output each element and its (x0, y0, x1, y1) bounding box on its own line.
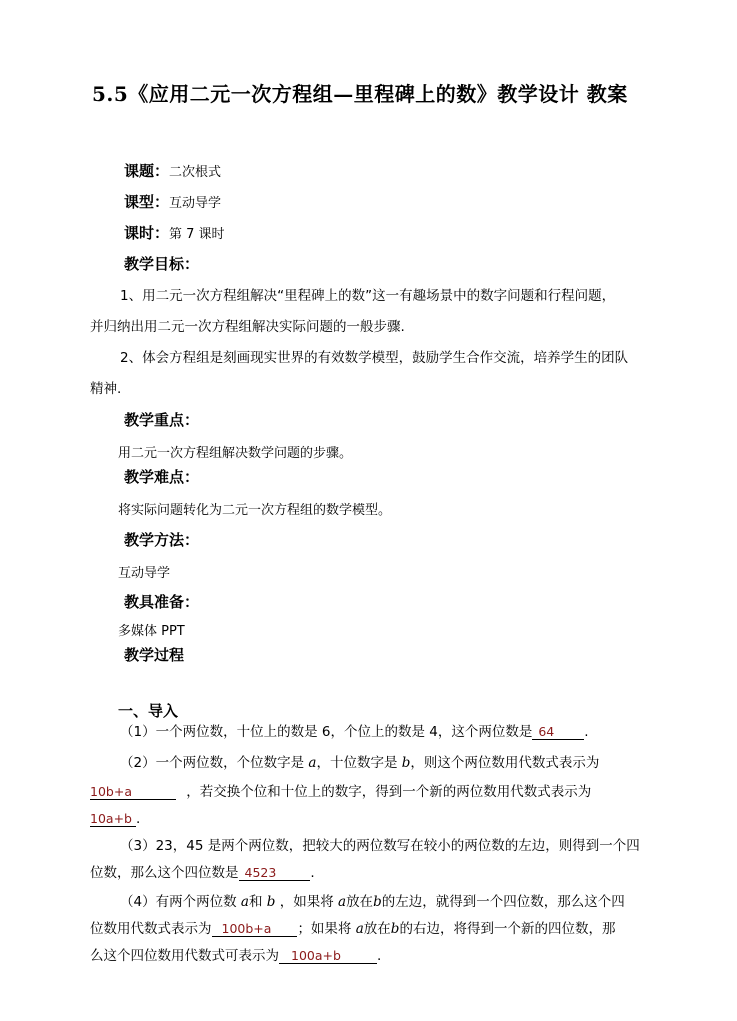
goal-2-line-2: 精神. (90, 381, 122, 397)
question-4-answer-2: 100a+b (279, 948, 377, 964)
type-row (124, 191, 221, 212)
period-row (124, 222, 225, 243)
topic-value: 二次根式 (169, 165, 222, 180)
period-label: 课时： (124, 224, 170, 242)
question-1-text: （1）一个两位数，十位上的数是 6，个位上的数是 4，这个两位数是 (120, 724, 533, 740)
question-2-var-a: a (308, 755, 317, 771)
question-3-line-1: （3）23，45 是两个两位数，把较大的两位数写在较小的两位数的左边，则得到一个四 (120, 838, 640, 854)
question-2-line-2-text: ，若交换个位和十位上的数字，得到一个新的两位数用代数式表示为 (186, 784, 592, 800)
question-4-var-a: a (240, 894, 249, 910)
question-4-line-3 (90, 940, 381, 972)
goal-1-line-1: 1、用二元一次方程组解决“里程碑上的数”这一有趣场景中的数字问题和行程问题， (120, 288, 616, 304)
topic-row (124, 160, 221, 181)
question-2-answer-1: 10b+a (90, 784, 176, 800)
type-value: 互动导学 (169, 196, 222, 211)
question-4-put: 放在 (346, 894, 374, 910)
question-4-line-3-pre: 么这个四位数用代数式可表示为 (90, 948, 279, 964)
document-title: 5.5《应用二元一次方程组—里程碑上的数》教学设计 教案 (92, 82, 628, 106)
process-heading: 教学过程 (124, 646, 185, 664)
question-4-post: ，如果将 (279, 894, 334, 910)
question-4-put-2: 放在 (363, 921, 391, 937)
tools-heading: 教具准备： (124, 593, 200, 611)
question-2-end: . (135, 811, 141, 827)
type-label: 课型： (124, 193, 170, 211)
question-2-pre: （2）一个两位数，个位数字是 (120, 755, 305, 771)
topic-label: 课题： (124, 162, 170, 180)
question-2-post: ，则这个两位数用代数式表示为 (410, 755, 600, 771)
period-value: 第 7 课时 (169, 227, 225, 242)
question-3-answer: 4523 (239, 865, 311, 881)
key-heading: 教学重点： (124, 411, 200, 429)
question-4-var-b-2: b (373, 894, 382, 910)
question-4-and: 和 (248, 894, 263, 910)
question-2-var-b: b (401, 755, 411, 771)
method-text: 互动导学 (118, 566, 171, 581)
goal-2-line-1: 2、体会方程组是刻画现实世界的有效数学模型，鼓励学生合作交流，培养学生的团队 (120, 350, 629, 366)
question-2-line-1 (120, 747, 599, 779)
question-2-line-2 (90, 776, 591, 808)
question-4-left: 的左边，就得到一个四位数，那么这个四 (381, 894, 625, 910)
question-4-var-b: b (266, 894, 276, 910)
goal-1-line-2: 并归纳出用二元一次方程组解决实际问题的一般步骤. (90, 319, 405, 335)
question-2-answer-2: 10a+b (90, 811, 136, 827)
question-4-end: . (376, 948, 382, 964)
question-2-mid: ，十位数字是 (316, 755, 398, 771)
question-3-text: 位数，那么这个四位数是 (90, 865, 239, 881)
intro-heading: 一、导入 (118, 702, 179, 720)
question-4-var-a-2: a (338, 894, 347, 910)
question-4-line-2-pre: 位数用代数式表示为 (90, 921, 212, 937)
difficulty-heading: 教学难点： (124, 468, 200, 486)
question-4-answer-1: 100b+a (212, 921, 298, 937)
method-heading: 教学方法： (124, 531, 200, 549)
question-4-line-2-mid: ；如果将 (297, 921, 352, 937)
difficulty-text: 将实际问题转化为二元一次方程组的数学模型。 (118, 503, 392, 518)
question-4-line-2-post: 的右边，将得到一个新的四位数，那 (399, 921, 616, 937)
question-4-var-a-3: a (355, 921, 364, 937)
question-3-line-2 (90, 857, 315, 889)
question-4-var-b-3: b (390, 921, 400, 937)
question-1 (120, 716, 589, 748)
question-1-end: . (584, 724, 589, 740)
tools-text: 多媒体 PPT (118, 624, 185, 639)
goals-heading: 教学目标： (124, 255, 200, 273)
question-1-answer: 64 (532, 724, 584, 740)
key-text: 用二元一次方程组解决数学问题的步骤。 (118, 446, 353, 461)
question-3-end: . (310, 865, 315, 881)
question-4-pre: （4）有两个两位数 (120, 894, 237, 910)
